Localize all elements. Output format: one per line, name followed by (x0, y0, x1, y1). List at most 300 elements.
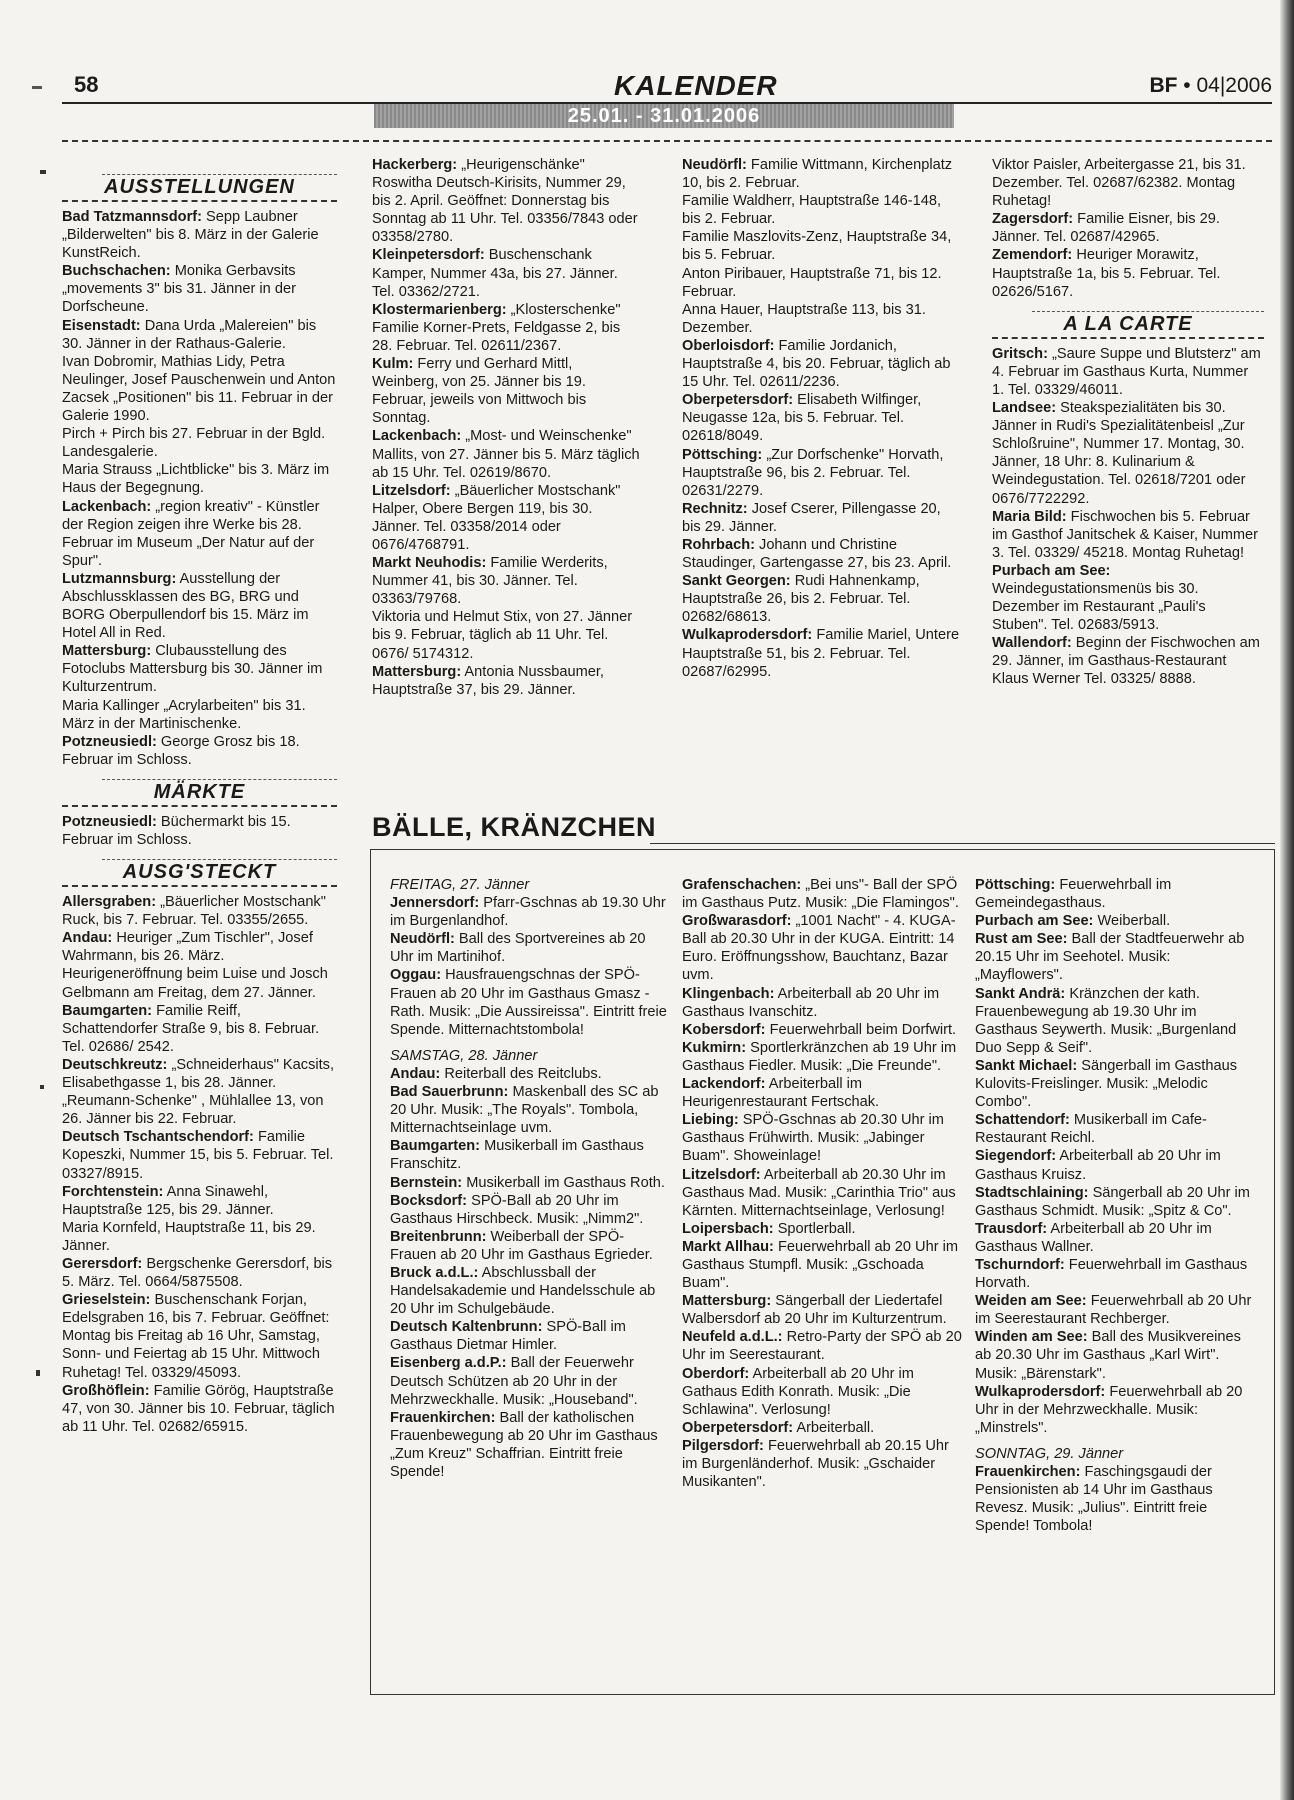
listing-place: Litzelsdorf: (682, 1166, 761, 1183)
listing-entry (390, 1354, 670, 1408)
listing-place: Purbach am See: (992, 562, 1111, 579)
listing-text: Heuriger Morawitz, Hauptstraße 1a, bis 5. Februar. Tel. 02626/5167. (992, 247, 1221, 300)
listing-place: Jennersdorf: (390, 895, 480, 912)
listing-text: Maria Strauss „Lichtblicke" bis 3. März im Haus der Begegnung. (62, 462, 330, 497)
balle-heading: BÄLLE, KRÄNZCHEN (372, 812, 656, 842)
listing-entry (682, 1292, 962, 1328)
listing-entry (975, 876, 1255, 912)
listing-place: Breitenbrunn: (390, 1228, 487, 1245)
listing-place: Sankt Georgen: (682, 573, 791, 590)
listing-text: „region kreativ" - Künstler der Region zeigen ihre Werke bis 28. Februar im Museum „Der Natur auf der Spur". (62, 498, 320, 569)
listing-entry (62, 425, 337, 461)
listing-entry (62, 929, 337, 1001)
listing-place: Litzelsdorf: (372, 482, 451, 499)
listing-place: Lackenbach: (372, 428, 462, 445)
listing-entry (682, 391, 962, 445)
listing-text: Sportlerball. (773, 1220, 856, 1237)
listing-text: Abschlussball der Handelsakademie und Handelsschule ab 20 Uhr im Schulgebäude. (390, 1264, 656, 1318)
listing-entry (682, 228, 962, 264)
listing-entry (992, 508, 1264, 562)
listing-entry (372, 482, 642, 554)
listing-place: Neufeld a.d.L.: (682, 1329, 783, 1346)
listing-place: Zemendorf: (992, 247, 1073, 264)
listing-entry (992, 634, 1264, 688)
listing-text: „Schneiderhaus" Kacsits, Elisabethgasse 1, bis 28. Jänner. „Reumann-Schenke" , Mühlallee 13, von 26. Jänner bis 22. Februar. (62, 1056, 335, 1128)
listing-place: Pöttsching: (682, 446, 763, 463)
listing-place: Deutschkreutz: (62, 1056, 168, 1073)
listing-place: Neudörfl: (682, 157, 747, 173)
listing-text: Rudi Hahnenkamp, Hauptstraße 26, bis 2. Februar. Tel. 02682/68613. (682, 573, 920, 626)
listing-entry (682, 876, 962, 912)
day-heading: FREITAG, 27. Jänner (390, 877, 530, 893)
listing-place: Deutsch Kaltenbrunn: (390, 1319, 543, 1336)
column-4 (992, 156, 1264, 689)
listing-entry (390, 894, 670, 930)
section-heading (992, 309, 1264, 339)
listing-text: „Bäuerlicher Mostschank" Ruck, bis 7. Februar. Tel. 03355/2655. (62, 894, 326, 929)
listing-text: Faschingsgaudi der Pensionisten ab 14 Uhr im Gasthaus Revesz. Musik: „Julius". Eintritt freie Spende! Tombola! (975, 1464, 1213, 1535)
listing-entry (682, 1021, 962, 1039)
listing-place: Kulm: (372, 356, 414, 373)
listing-text: Arbeiterball ab 20.30 Uhr im Gasthaus Mad. Musik: „Carinthia Trio" aus Kärnten. Mitternachtseinlage, Verlosung! (682, 1166, 956, 1219)
listing-text: Familie Görög, Hauptstraße 47, von 30. Jänner bis 10. Februar, täglich ab 11 Uhr. Tel. 02682/65915. (62, 1382, 335, 1435)
listing-text: „Saure Suppe und Blutsterz" am 4. Februar im Gasthaus Kurta, Nummer 1. Tel. 03329/46011. (992, 345, 1261, 398)
listing-entry (390, 1409, 670, 1481)
listing-entry (62, 353, 337, 425)
section-label: AUSSTELLUNGEN (104, 176, 295, 198)
listing-place: Pilgersdorf: (682, 1437, 764, 1454)
listing-place: Grieselstein: (62, 1292, 151, 1309)
listing-text: Feuerwehrball im Gemeindegasthaus. (975, 877, 1172, 912)
listing-place: Oberpetersdorf: (682, 392, 794, 409)
listing-entry (682, 1075, 962, 1111)
listing-text: Buschenschank Forjan, Edelsgraben 16, bis 7. Februar. Geöffnet: Montag bis Freitag ab 16 Uhr, Samstag, Sonn- und Feiertag ab 15 Uhr. Mittwoch Ruhetag! Tel. 03329/45093. (62, 1292, 330, 1381)
listing-place: Pöttsching: (975, 877, 1056, 893)
listing-text: Ferry und Gerhard Mittl, Weinberg, von 25. Jänner bis 19. Februar, jeweils von Mittwoch bis Sonntag. (372, 356, 587, 427)
date-range-bar: 25.01. - 31.01.2006 (374, 104, 954, 128)
listing-text: Viktor Paisler, Arbeitergasse 21, bis 31. Dezember. Tel. 02687/62382. Montag Ruhetag! (992, 157, 1246, 210)
listing-entry (975, 930, 1255, 984)
listing-place: Gritsch: (992, 345, 1048, 362)
margin-mark (40, 170, 46, 174)
listing-text: Weiberball der SPÖ-Frauen ab 20 Uhr im Gasthaus Egrieder. (390, 1228, 653, 1263)
listing-entry (372, 608, 642, 662)
listing-place: Lackendorf: (682, 1076, 766, 1093)
listing-text: Bergschenke Gerersdorf, bis 5. März. Tel. 0664/5875508. (62, 1255, 333, 1291)
listing-entry (62, 208, 337, 262)
listing-place: Potzneusiedl: (62, 813, 157, 830)
listing-text: Feuerwehrball beim Dorfwirt. (765, 1021, 957, 1038)
listing-text: Maskenball des SC ab 20 Uhr. Musik: „The Royals". Tombola, Mitternachtseinlage uvm. (390, 1084, 659, 1137)
listing-text: Sportlerkränzchen ab 19 Uhr im Gasthaus Fiedler. Musik: „Die Freunde". (682, 1039, 957, 1074)
listing-text: Pirch + Pirch bis 27. Februar in der Bgld. Landesgalerie. (62, 426, 326, 461)
listing-place: Stadtschlaining: (975, 1184, 1089, 1201)
listing-place: Kobersdorf: (682, 1021, 766, 1038)
listing-entry (682, 301, 962, 337)
listing-text: SPÖ-Ball im Gasthaus Dietmar Himler. (390, 1319, 626, 1354)
section-heading (62, 777, 337, 807)
listing-entry (372, 427, 642, 481)
listing-entry (682, 985, 962, 1021)
listing-place: Oggau: (390, 967, 442, 984)
listing-place: Rohrbach: (682, 536, 755, 553)
listing-place: Oberdorf: (682, 1365, 750, 1382)
listing-text: Dana Urda „Malereien" bis 30. Jänner in der Rathaus-Galerie. (62, 317, 317, 352)
listing-text: Reiterball des Reitclubs. (440, 1065, 602, 1082)
listing-place: Andau: (390, 1065, 441, 1082)
section-rule (102, 859, 337, 860)
listing-place: Weiden am See: (975, 1293, 1087, 1310)
listing-place: Wulkaprodersdorf: (682, 627, 813, 644)
column-3 (682, 156, 962, 681)
margin-mark (36, 1370, 40, 1376)
listing-text: Ivan Dobromir, Mathias Lidy, Petra Neulinger, Josef Pauschenwein und Anton Zacsek „Positionen" bis 11. Februar in der Galerie 1990. (62, 353, 336, 425)
listing-text: Johann und Christine Staudinger, Gartengasse 27, bis 23. April. (682, 536, 952, 572)
listing-place: Potzneusiedl: (62, 733, 157, 750)
listing-entry (372, 663, 642, 699)
listing-entry (390, 1065, 670, 1083)
listing-text: Arbeiterball ab 20 Uhr im Gasthaus Ivanschitz. (682, 985, 940, 1020)
listing-entry (682, 1166, 962, 1220)
listing-place: Zagersdorf: (992, 211, 1074, 228)
section-label: A LA CARTE (1063, 312, 1193, 335)
listing-text: Buschenschank Kamper, Nummer 43a, bis 27. Jänner. Tel. 03362/2721. (372, 247, 618, 300)
listing-entry (975, 1220, 1255, 1256)
listing-text: Feuerwehrball ab 20 Uhr in der Mehrzweckhalle. Musik: „Minstrels". (975, 1383, 1243, 1436)
listing-place: Kleinpetersdorf: (372, 247, 485, 264)
page-header (62, 70, 1272, 130)
listing-entry (62, 813, 337, 849)
magazine-name: BF (1149, 74, 1178, 97)
listing-entry (975, 1463, 1255, 1535)
listing-entry (992, 246, 1264, 300)
listing-text: Feuerwehrball ab 20 Uhr im Gasthaus Stumpfl. Musik: „Gschoada Buam". (682, 1238, 959, 1292)
listing-text: Musikerball im Gasthaus Franschitz. (390, 1138, 644, 1173)
listing-entry (682, 1238, 962, 1292)
listing-text: Steakspezialitäten bis 30. Jänner in Rudi's Spezialitätenbeisl „Zur Schloßruine", Nummer 17. Montag, 30. Jänner, 18 Uhr: 8. Kulinarium & Weindegustation. Tel. 02618/7201 oder 0676/7722292. (992, 400, 1246, 507)
listing-place: Lackenbach: (62, 498, 152, 515)
listing-text: „1001 Nacht" - 4. KUGA-Ball ab 20.30 Uhr in der KUGA. Eintritt: 14 Euro. Eröffnungsshow, Bauchtanz, Bazar uvm. (682, 913, 956, 984)
listing-entry (62, 1002, 337, 1056)
listing-entry (390, 930, 670, 966)
listing-text: Arbeiterball ab 20 Uhr im Gasthaus Kruisz. (975, 1148, 1221, 1183)
listing-text: „Klosterschenke" Familie Korner-Prets, Feldgasse 2, bis 28. Februar. Tel. 02611/2367. (372, 301, 621, 354)
listing-entry (62, 1183, 337, 1219)
listing-text: Arbeiterball ab 20 Uhr im Gasthaus Wallner. (975, 1220, 1212, 1255)
section-rule (992, 337, 1264, 339)
listing-text: Viktoria und Helmut Stix, von 27. Jänner bis 9. Februar, täglich ab 11 Uhr. Tel. 0676/ 5174312. (372, 609, 633, 662)
listing-entry (682, 1365, 962, 1419)
listing-entry (390, 1174, 670, 1192)
section-heading (62, 857, 337, 887)
listing-entry (682, 572, 962, 626)
issue-number: • 04|2006 (1183, 74, 1272, 97)
balle-heading-rule (650, 843, 1275, 844)
section-rule (62, 885, 337, 887)
listing-place: Baumgarten: (390, 1138, 481, 1155)
listing-text: Elisabeth Wilfinger, Neugasse 12a, bis 5. Februar. Tel. 02618/8049. (682, 392, 922, 445)
listing-entry (682, 1437, 962, 1491)
listing-place: Bruck a.d.L.: (390, 1264, 479, 1281)
listing-text: Beginn der Fischwochen am 29. Jänner, im Gasthaus-Restaurant Klaus Werner Tel. 03325/ 8888. (992, 635, 1260, 688)
page-gutter-shadow (1280, 0, 1294, 1800)
listing-entry (975, 1383, 1255, 1437)
magazine-issue (1149, 74, 1272, 98)
listing-place: Hackerberg: (372, 157, 458, 173)
listing-text: Kränzchen der kath. Frauenbewegung ab 19.30 Uhr im Gasthaus Seywerth. Musik: „Burgenland Duo Sepp & Seif". (975, 985, 1237, 1056)
listing-entry (62, 893, 337, 929)
listing-text: Familie Kopeszki, Nummer 15, bis 5. Februar. Tel. 03327/8915. (62, 1129, 334, 1182)
listing-place: Klingenbach: (682, 985, 775, 1002)
listing-entry (682, 156, 962, 192)
listing-place: Oberpetersdorf: (682, 1419, 794, 1436)
listing-text: SPÖ-Gschnas ab 20.30 Uhr im Gasthaus Frühwirth. Musik: „Jabinger Buam". Showeinlage! (682, 1112, 944, 1165)
listing-place: Rust am See: (975, 931, 1068, 948)
section-rule (62, 200, 337, 202)
listing-place: Loipersbach: (682, 1220, 774, 1237)
listing-place: Gerersdorf: (62, 1255, 143, 1272)
listing-place: Tschurndorf: (975, 1256, 1065, 1273)
listing-place: Sankt Michael: (975, 1057, 1078, 1074)
listing-text: Musikerball im Cafe-Restaurant Reichl. (975, 1112, 1207, 1147)
balle-column-1 (390, 876, 670, 1481)
margin-mark (32, 86, 42, 89)
listing-text: Sepp Laubner „Bilderwelten" bis 8. März in der Galerie KunstReich. (62, 209, 319, 262)
listing-place: Rechnitz: (682, 500, 748, 517)
listing-place: Buchschachen: (62, 263, 171, 280)
listing-place: Markt Allhau: (682, 1238, 774, 1255)
listing-entry (62, 570, 337, 642)
listing-entry (390, 1228, 670, 1264)
listing-text: „Zur Dorfschenke" Horvath, Hauptstraße 96, bis 2. Februar. Tel. 02631/2279. (682, 446, 944, 499)
listing-place: Frauenkirchen: (390, 1409, 496, 1426)
listing-entry (62, 697, 337, 733)
listing-text: Feuerwehrball ab 20 Uhr im Seerestaurant Rechberger. (975, 1293, 1252, 1328)
listing-entry (62, 733, 337, 769)
listing-place: Andau: (62, 930, 113, 947)
column-1 (62, 164, 337, 1436)
listing-text: Weindegustationsmenüs bis 30. Dezember im Restaurant „Pauli's Stuben". Tel. 02683/5913. (992, 580, 1206, 634)
listing-place: Schattendorf: (975, 1112, 1070, 1129)
balle-column-3 (975, 876, 1255, 1535)
listing-entry (682, 500, 962, 536)
listing-place: Baumgarten: (62, 1002, 153, 1019)
listing-entry (62, 1056, 337, 1128)
section-heading (62, 172, 337, 202)
listing-place: Bocksdorf: (390, 1192, 468, 1209)
listing-entry (62, 262, 337, 316)
listing-place: Purbach am See: (975, 913, 1094, 930)
listing-entry (372, 355, 642, 427)
listing-entry (390, 966, 670, 1038)
listing-text: Maria Kallinger „Acrylarbeiten" bis 31. März in der Martinischenke. (62, 697, 306, 732)
listing-text: Sängerball ab 20 Uhr im Gasthaus Schmidt. Musik: „Spitz & Co". (975, 1184, 1250, 1219)
listing-entry (975, 1184, 1255, 1220)
listing-text: SPÖ-Ball ab 20 Uhr im Gasthaus Hirschbeck. Musik: „Nimm2". (390, 1192, 644, 1227)
section-label: MÄRKTE (153, 780, 246, 803)
listing-text: Familie Mariel, Untere Hauptstraße 51, bis 2. Februar. Tel. 02687/62995. (682, 627, 960, 680)
listing-text: „Most- und Weinschenke" Mallits, von 27. Jänner bis 5. März täglich ab 15 Uhr. Tel. 02619/8670. (372, 428, 640, 481)
listing-text: Familie Eisner, bis 29. Jänner. Tel. 02687/42965. (992, 211, 1220, 246)
listing-text: Musikerball im Gasthaus Roth. (462, 1174, 665, 1191)
listing-text: Fischwochen bis 5. Februar im Gasthof Janitschek & Kaiser, Nummer 3. Tel. 03329/ 45218. Montag Ruhetag! (992, 508, 1259, 561)
listing-place: Mattersburg: (682, 1293, 772, 1310)
listing-entry (62, 317, 337, 353)
listing-entry (975, 1292, 1255, 1328)
section-rule (102, 779, 337, 780)
listing-entry (62, 1382, 337, 1436)
listing-entry (682, 1111, 962, 1165)
listing-text: Heuriger „Zum Tischler", Josef Wahrmann, bis 26. März. Heurigeneröffnung beim Luise und Josch Gelbmann am Freitag, dem 27. Jänner. (62, 930, 328, 1001)
listing-text: Arbeiterball ab 20 Uhr im Gathaus Edith Konrath. Musik: „Die Schlawina". Verlosung! (682, 1365, 914, 1418)
listing-entry (682, 626, 962, 680)
listing-place: Wulkaprodersdorf: (975, 1383, 1106, 1400)
listing-text: Familie Werderits, Nummer 41, bis 30. Jänner. Tel. 03363/79768. (372, 555, 608, 608)
listing-entry (62, 1219, 337, 1255)
listing-entry (372, 301, 642, 355)
listing-place: Bad Sauerbrunn: (390, 1084, 509, 1101)
listing-place: Maria Bild: (992, 508, 1067, 525)
listing-text: Ball des Sportvereines ab 20 Uhr im Martinihof. (390, 931, 646, 966)
listing-entry (992, 156, 1264, 210)
listing-entry (62, 1255, 337, 1291)
listing-place: Oberloisdorf: (682, 337, 775, 354)
column-2 (372, 156, 642, 699)
listing-place: Siegendorf: (975, 1148, 1057, 1165)
listing-text: Anna Sinawehl, Hauptstraße 125, bis 29. Jänner. (62, 1183, 274, 1218)
listing-place: Grafenschachen: (682, 877, 802, 893)
listing-text: Ball der katholischen Frauenbewegung ab 20 Uhr im Gasthaus „Zum Kreuz" Schaffrian. Eintritt freie Spende! (390, 1409, 658, 1480)
listing-text: Familie Maszlovits-Zenz, Hauptstraße 34, bis 5. Februar. (682, 229, 952, 264)
listing-place: Deutsch Tschantschendorf: (62, 1129, 254, 1146)
listing-place: Mattersburg: (62, 643, 152, 660)
day-heading: SAMSTAG, 28. Jänner (390, 1047, 538, 1064)
listing-entry (62, 1291, 337, 1381)
section-label: AUSG'STECKT (122, 861, 277, 884)
listing-place: Landsee: (992, 400, 1057, 417)
listing-text: Anton Piribauer, Hauptstraße 71, bis 12. Februar. (682, 265, 942, 300)
balle-column-2 (682, 876, 962, 1491)
listing-text: Familie Waldherr, Hauptstraße 146-148, bis 2. Februar. (682, 193, 942, 228)
listing-text: Maria Kornfeld, Hauptstraße 11, bis 29. Jänner. (62, 1219, 316, 1254)
listing-entry (372, 246, 642, 300)
listing-entry (390, 1137, 670, 1173)
listing-entry (62, 642, 337, 696)
listing-text: Arbeiterball im Heurigenrestaurant Fertschak. (682, 1076, 880, 1111)
listing-entry (682, 1039, 962, 1075)
listing-text: „Heurigenschänke" Roswitha Deutsch-Kirisits, Nummer 29, bis 2. April. Geöffnet: Donnerstag bis Sonntag ab 11 Uhr. Tel. 03356/7843 oder 03358/2780. (372, 157, 638, 246)
listing-text: „Bei uns"- Ball der SPÖ im Gasthaus Putz. Musik: „Die Flamingos". (682, 877, 959, 912)
listing-text: Familie Reiff, Schattendorfer Straße 9, bis 8. Februar. Tel. 02686/ 2542. (62, 1002, 320, 1055)
listing-entry (975, 985, 1255, 1057)
listing-entry (62, 461, 337, 497)
listing-entry (975, 1057, 1255, 1111)
listing-place: Forchtenstein: (62, 1183, 164, 1200)
listing-entry (992, 562, 1264, 634)
listing-text: Sängerball der Liedertafel Walbersdorf ab 20 Uhr im Kulturzentrum. (682, 1293, 947, 1328)
listing-text: Weiberball. (1093, 913, 1171, 930)
page-title: KALENDER (614, 70, 778, 101)
listing-text: Büchermarkt bis 15. Februar im Schloss. (62, 813, 291, 848)
listing-entry (372, 554, 642, 608)
listing-place: Mattersburg: (372, 663, 462, 680)
listing-place: Eisenberg a.d.P.: (390, 1355, 507, 1372)
listing-text: Feuerwehrball ab 20.15 Uhr im Burgenländerhof. Musik: „Gschaider Musikanten". (682, 1437, 949, 1491)
section-rule (1032, 311, 1264, 312)
listing-text: Antonia Nussbaumer, Hauptstraße 37, bis 29. Jänner. (372, 663, 604, 698)
listing-place: Liebing: (682, 1112, 739, 1129)
margin-mark (40, 1085, 44, 1089)
listing-place: Bernstein: (390, 1174, 463, 1191)
listing-text: Sängerball im Gasthaus Kulovits-Freislinger. Musik: „Melodic Combo". (975, 1057, 1237, 1111)
listing-text: Ball der Stadtfeuerwehr ab 20.15 Uhr im Seehotel. Musik: „Mayflowers". (975, 931, 1245, 984)
day-heading: SONNTAG, 29. Jänner (975, 1445, 1124, 1462)
listing-text: Josef Cserer, Pillengasse 20, bis 29. Jänner. (682, 500, 941, 535)
listing-entry (682, 265, 962, 301)
listing-entry (390, 1264, 670, 1318)
listing-text: „Bäuerlicher Mostschank" Halper, Obere Bergen 119, bis 30. Jänner. Tel. 03358/2014 oder 0676/4768791. (372, 482, 621, 553)
listing-place: Großhöflein: (62, 1382, 150, 1399)
listing-entry (975, 1256, 1255, 1292)
listing-place: Neudörfl: (390, 931, 455, 948)
listing-entry (975, 1111, 1255, 1147)
listing-text: Ausstellung der Abschlussklassen des BG, BRG und BORG Oberpullendorf bis 15. März im Hotel All in Red. (62, 570, 309, 642)
listing-text: Familie Jordanich, Hauptstraße 4, bis 20. Februar, täglich ab 15 Uhr. Tel. 02611/2236. (682, 337, 951, 391)
listing-entry (390, 1318, 670, 1354)
listing-entry (975, 1147, 1255, 1183)
listing-place: Eisenstadt: (62, 317, 141, 334)
listing-text: Anna Hauer, Hauptstraße 113, bis 31. Dezember. (682, 301, 926, 336)
listing-text: Ball des Musikvereines ab 20.30 Uhr im Gasthaus „Karl Wirt". Musik: „Bärenstark". (975, 1329, 1241, 1382)
listing-text: Monika Gerbavsits „movements 3" bis 31. Jänner in der Dorfscheune. (62, 263, 296, 316)
listing-entry (62, 1128, 337, 1182)
listing-text: Ball der Feuerwehr Deutsch Schützen ab 20 Uhr in der Mehrzweckhalle. Musik: „Houseband". (390, 1355, 638, 1408)
listing-place: Sankt Andrä: (975, 985, 1066, 1002)
listing-entry (975, 912, 1255, 930)
listing-entry (992, 399, 1264, 508)
listing-entry (992, 345, 1264, 399)
listing-entry (372, 156, 642, 246)
listing-place: Trausdorf: (975, 1220, 1048, 1237)
listing-entry (682, 1220, 962, 1238)
listing-text: Clubausstellung des Fotoclubs Mattersburg bis 30. Jänner im Kulturzentrum. (62, 643, 323, 696)
section-rule (62, 805, 337, 807)
listing-place: Markt Neuhodis: (372, 555, 487, 572)
listing-text: Familie Wittmann, Kirchenplatz 10, bis 2. Februar. (682, 157, 953, 192)
listing-text: Hausfrauengschnas der SPÖ-Frauen ab 20 Uhr im Gasthaus Gmasz -Rath. Musik: „Die Aussireissa". Eintritt freie Spende. Mitternachtstombola! (390, 967, 667, 1038)
page-number: 58 (74, 72, 99, 97)
listing-entry (390, 1083, 670, 1137)
listing-entry (682, 912, 962, 984)
listing-place: Kukmirn: (682, 1039, 747, 1056)
listing-entry (682, 446, 962, 500)
listing-entry (975, 1328, 1255, 1382)
listing-entry (62, 498, 337, 570)
listing-place: Bad Tatzmannsdorf: (62, 209, 202, 225)
listing-entry (682, 536, 962, 572)
listing-place: Klostermarienberg: (372, 301, 507, 318)
listing-entry (682, 192, 962, 228)
listing-entry (682, 337, 962, 391)
listing-text: Feuerwehrball im Gasthaus Horvath. (975, 1256, 1248, 1292)
listing-place: Wallendorf: (992, 635, 1072, 652)
listing-place: Großwarasdorf: (682, 913, 792, 930)
listing-place: Frauenkirchen: (975, 1464, 1081, 1480)
section-rule (102, 174, 337, 175)
listing-entry (992, 210, 1264, 246)
listing-place: Winden am See: (975, 1329, 1088, 1346)
header-dashed-rule (62, 140, 1272, 142)
